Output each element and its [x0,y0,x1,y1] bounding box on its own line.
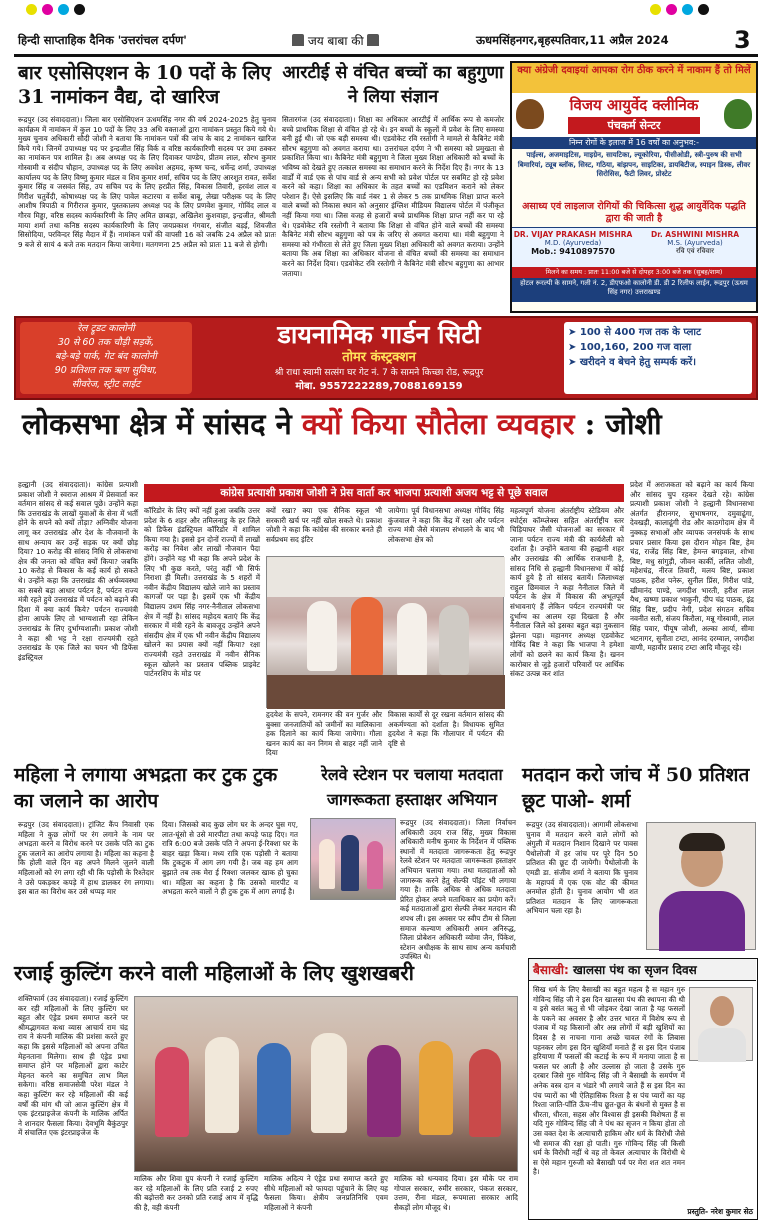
page-number: 3 [734,26,751,54]
person-silhouette [367,1045,401,1137]
article-column: रूद्रपुर (उद संवाददाता)। ट्रांजिट कैंप निवासी एक महिला ने कुछ लोगों पर रंग लगाने के नाम पर अभद्रता करने व विरोध करने पर उसके पति का टुक टुक जलाने का आरोप लगाया है। महिला का कहना है कि होली वाले दिन वह अपने मिलने जुलने वाली महिलाओं को रंग लगा रही थी कि पड़ोसी के रिश्तेदार ने उसे पकड़कर कपड़े में हाथ डालकर रंग लगाया। इस बात का विरोध कर उसे थप्पड़ मार [18,820,154,897]
clinic-advertisement [510,61,758,313]
railway-campaign-photo [310,818,396,900]
article-body: सिख धर्म के लिए बैसाखी का बहुत महत्व है स महान गुरु गोविन्द सिंह जी ने इस दिन खालसा पंथ की स्थापना की थी व इसे बसंत ऋतु से भी जोड़कर देखा जाता है यह फसलों के पकने का अवसर है और उत्तर भारत में विशेष रूप से पंजाब में यह किसानों और अन्न लोगों में बड़ी खुशियों का दिवस है स नाचना गाना अच्छे चावल रंगों के लिबास पहनकर लोग इस दिन खुशियाँ मनाते हैं स इस दिन पंजाब हरियाणा मैं फसलों की कटाई के रूप में मनाया जाता है स फसल घर आती है और उल्लास हो जाता है उसके गुरु दरबार जिसे गुरु गोविन्द सिंह जी ने बैसाखी के समर्पण में अनेक वस्त्र दान व भंडारे भी लगाये जाते हैं स इस दिन का पंच प्यारों का भी ऐतिहासिक रिश्ता है स पंच प्यारों का यह रिश्ता जाति-पाँति ऊँच-नीच छूत-छूत के बंधनों से मुक्त है स धीरता, धीरता, सहस और विश्वास ही इसकी विशेषता हैं स यदि गुरु गोविन्द सिंह जी ने पंथ का सृजन न किया होता तो उस वक्त देश के अत्याचारी हाकिम और धर्म के विरोधी जैसे भी समाज की रक्षा हो पाती। गुरु गोविन्द सिंह जी किसी धर्म के विरोधी नहीं थे वह तो केवल अत्याचार के विरोधी थे स ऐसे महान गुरुजी को बैसाखी पर्व पर मेरा शत शत नमन है। [533,985,685,1177]
garden-title: डायनामिक गार्डन सिटी [277,320,481,349]
article-headline: रजाई कुल्टिंग करने वाली महिलाओं के लिए खुशखबरी [14,961,414,985]
hair-shape [679,833,725,851]
article-quilt-workers [14,958,522,1220]
article-rte [282,61,504,313]
press-conference-photo [266,556,504,708]
garden-feature: बड़े-बड़े पार्क, गेट बंद कालोनी [55,351,157,362]
lead-headline-black: लोकसभा क्षेत्र में सांसद ने [22,407,292,441]
article-bar-association [18,61,276,313]
lead-headline-tail: : जोशी [584,407,662,441]
masthead-center [292,32,442,52]
clinic-experience: निम्न रोगों के इलाज में 16 वर्षों का अनुभव:- [512,137,756,149]
masthead-left: हिन्दी साप्ताहिक दैनिक 'उत्तरांचल दर्पण' [18,33,187,47]
garden-right-panel [564,322,752,394]
registration-dot [42,4,53,15]
doctor-card [512,228,634,267]
author-portrait-photo [689,987,753,1061]
garden-point: ➤ खरीदने व बेचने हेतु सम्पर्क करें। [568,357,697,368]
person-silhouette [311,1033,347,1133]
person-silhouette [469,1049,501,1137]
doctor-card [634,228,756,267]
person-silhouette [419,1041,453,1135]
clinic-timing: मिलने का समय : प्रातः 11:00 बजे से दोपहर 3:00 बजे तक (सुबह/शाम) [512,267,756,278]
article-column: मालिक को धन्यवाद दिया। इस मौके पर राम गोपाल सरकार, रुमीर सरकार, पंकज सरकार, उत्तम, रीना मंडल, रूपमाला सरकार आदि सैकड़ों लोग मौजूद थे। [394,1174,518,1212]
lead-column: प्रदेश में अराजकता को बढ़ाने का कार्य किया और सांसद चुप रहकर देखते रहे। कांग्रेस प्रत्याशी प्रकाश जोशी ने हल्द्वानी विधानसभा अंतर्गत हीरानगर, सुभाषनगर, दमुवाढूंगा, देवखड़ी, कालाढूंगी रोड और काठगोदाम क्षेत्र में नुक्कड़ सभाओं और व्यापक जनसंपर्क के साथ प्रचार प्रसार किया इस दौरान मोहन बिष्ट, हेम चंद्र, राजेंद्र सिंह बिष्ट, हेमन्त बगड़वाल, शोभा बिष्ट, मधु सांगुड़ी, जीवन कार्की, ललित जोशी, महेशचंद्र, नीरज तिवारी, मलय बिष्ट, प्रकाश पाठक, हरीश पनेरू, सुनील प्रिंस, गिरीश पांडे, खीमानंद पाण्डे, जगदीश भारती, हरीश लाल यैथ, खष्णा प्रकाश भाकुनी, दीप चंद्र पाठक, इंद्र सिंह बिष्ट, प्रदीप नेगी, प्रदेश संगठन सचिव नवनीत सती, संजय किरौला, मन्नू गोस्वामी, लाल सिंह पवार, पीयूष जोशी, अल्का आर्या, सीमा भटनागर, सुनीता टम्टा, आनंद दरम्वाल, जगदीश वाणी, महावीर प्रसाद टम्टा आदि मौजूद रहे। [630,480,754,653]
registration-dot [74,4,85,15]
clinic-subtitle: पंचकर्म सेन्टर [568,117,700,134]
article-column: दिया। जिसको बाद कुछ लोग घर के अन्दर घुस गए, लात-घूंसो से उसे मारपीटा तथा कपड़े फाड़ दिए। गत रात्रि 6:00 बजे उसके पति ने अपना ई-रिक्शा घर के बाहर खड़ा किया। मध्य रात्रि एक पड़ोसी ने बताया कि टुकटुक में आग लग गयी है। जब वह हम आग बुझाते तब तक मेरा ई रिक्शा जलकर खाक हो चुका था। महिला का कहना है कि उसको मारपीट व अभद्रता करने वालों ने ही टुक टुक में आग लगाई है। [162,820,298,897]
doctor-degree: M.D. (Ayurveda) [544,239,602,247]
registration-dot [58,4,69,15]
person-silhouette [397,603,427,677]
person-silhouette [257,1043,291,1135]
registration-dot [698,4,709,15]
article-headline [529,959,756,981]
lead-headline-red: क्यों किया सौतेला व्यवहार [301,407,575,441]
lead-column: हल्द्वानी (उद संवाददाता)। कांग्रेस प्रत्याशी प्रकाश जोशी ने स्वराज आश्रम में प्रेसवार्ता कर वर्तमान सांसद से कई सवाल पूछे। उन्होंने कहा कि उत्तराखंड के लाखों युवाओं के सेना में भर्ती होने के सपने को क्यों तोड़ा? अग्निवीर योजना लागू कर उत्तराखंड और देश के नौजवानों के साथ अन्याय कर उन्हें सड़क पर क्यों छोड़ दिया? 10 करोड़ की सांसद निधि से लोकसभा क्षेत्र की जनता को वंचित क्यों किया? जबकि 10 करोड़ से विकास के कई कार्य हो सकते थे। उन्होंने कहा कि उत्तराखंड की अर्थव्यवस्था का सबसे बड़ा आधार पर्यटन है, पर्यटन राज्य मंत्री रहते हुये उत्तराखंड में पर्यटन को बढ़ाने की दिशा में क्या कार्य किये? पर्यटन राज्यमंत्री होना आपके लिए तो भाग्यशाली रहा लेकिन उत्तराखंड के लिए दुर्भाग्यशाली। प्रकाश जोशी ने कहा श्री भट्ट ने रक्षा राज्यमंत्री रहते उत्तराखंड के एक जिले का चयन भी डिफेंस इंडस्ट्रियल [18,480,138,662]
clinic-diseases: पाईल्स, अजमाइटिस, माइग्रेन, सायटिका, ल्यूकोरिया, पीसीओडी, स्त्री-पुरुष की सभी बिमारियां, ट्यूब ब्लॉक, सिस्ट, गठिया, बांझपन, साइटिका, डायबिटीज, स्पाइन डिस्क, लीवर सिरोसिस, फैटी लिवर, प्रोस्टेट [517,151,751,178]
masthead [0,0,770,58]
clinic-header [512,93,756,137]
article-headline: महिला ने लगाया अभद्रता कर टुक टुक का जलाने का आरोप [14,764,278,812]
person-silhouette [307,601,337,671]
garden-left-panel [20,322,192,394]
garden-subtitle: तोमर कंस्ट्रक्शन [342,350,416,365]
masthead-right: ऊधमसिंहनगर,बृहस्पतिवार,11 अप्रैल 2024 [476,33,669,47]
lead-column: हृदयेश के सपने, रामनगर की वन गुर्जर और बुक्सा जनजातियों को जमीनों का मालिकाना हक दिलाने का कार्य किया जायेगा। गौला खनन कार्य का वन निगम से बाहर नहीं जाने दिया [266,710,382,758]
article-body: रूद्रपुर (उद संवाददाता)। जिला बार एसोसिएशन ऊधमसिंह नगर की वर्ष 2024-2025 हेतु चुनाव कार्यक्रम में नामांकन में कुल 10 पदों के लिए 33 अधि वक्ताओं द्वारा नामांकन प्रस्तुत किये गये थे। मुख्य चुनाव अधिकारी सौदी जोशी ने बताया कि नामांकन पत्रों की जांच के बाद 2 नामांकन खारिज किये गये। जिनमें उपाध्यक्ष पद पर इन्द्रजीत सिंह विर्क व वरिष्ठ कार्यकारिणी सदस्य पर उमा ठक्कर का नामांकन पत्र शामिल है। अब अध्यक्ष पद के लिए दिवाकर पाण्डेय, प्रीतम लाल, सौरभ कुमार गोस्वामी व संदीप चौहान, उपाध्यक्ष पद के लिए अवधेश अहमद, कृष्ण चन्द, धर्मेन्द्र शर्मा, उपाध्यक्ष कार्यालय पद के लिए विष्णु कुमार मंडल व शिव कुमार शर्मा, सचिव पद के लिए आरशुत रावत, सर्वेश कुमार सिंह व जसवंत सिंह, उप सचिव पद के लिए हरप्रीत सिंह, विकास तिवारी, हरवंश लाल व गिरीश चतुर्वेदी, कोषाध्यक्ष पद के लिए पावेल कटारया व सर्वेश बाबू, लेखा परीक्षक पद के लिए आशीष त्रिपाठी व गिरीराज कुमार, पुस्तकालय अध्यक्ष पद के लिए प्रणवेश कुमार, गोविंद लाल व गौरव मिड्डा, वरिष्ठ सदस्य कार्यकारिणी के लिए अमित छाबड़ा, अखिलेश कुशवाहा, इन्द्रजीत, श्रीमती माया शर्मा तथा कनिष्ठ सदस्य कार्यकारिणी के लिए जयप्रकाश गंगवार, संजीत बड़ई, शिवजीत सिसोदिया, परविन्दर सिंह मैदान में हैं। नामांकन पत्रों की वापसी 16 को जबकि 24 अप्रैल को प्रातः 9 बजे से सायं 4 बजे तक मतदान किया जायेगा। मतगणना 25 अप्रैल को प्रातः 11 बजे से होगी। [18,115,276,249]
garden-point: ➤ 100,160, 200 गज वाला [568,342,692,353]
registration-dot [650,4,661,15]
person-silhouette [155,1047,189,1137]
clinic-name: विजय आयुर्वेद क्लीनिक [569,96,699,114]
article-body: सितारगंज (उद संवाददाता)। शिक्षा का अधिकार आरटीई में आर्थिक रूप से कमजोर बच्चे प्राथमिक शिक्षा से वंचित हो रहे थे। इन बच्चों के स्कूलों में प्रवेश के लिए समस्या बनी हुई थी। जो एक बड़ी समस्या थी। एडवोकेट रवि रस्तोगी ने मामले से कैबिनेट मंत्री सौरभ बहुगुणा को अवगत कराया था। उत्तरांचल दर्पण ने भी समस्या को प्रमुखता से प्रकाशित किया था। कैबिनेट मंत्री बहुगुणा ने जिला मुख्य शिक्षा अधिकारी को बच्चों के भविष्य को देखते हुए तत्काल समस्या का समाधान करने के निर्देश दिए हैं। नगर के 13 वार्डों में वार्ड एक से पांच वार्ड से अन्य सभी को प्रवेश पोर्टल पर सबमिट हो रहे प्रवेश करने को कहा। शिक्षा का अधिकार के तहत बच्चों का एडमिशन कराने को लेकर परेशान हैं। ऐसे इसलिए कि वार्ड नंबर 1 से लेकर 5 तक प्राथमिक शिक्षा प्राप्त करने वाले बच्चों को निकास स्थान को अनुसार इंग्लिश मीडियम विद्यालय पोर्टल में पंजीकृत नहीं किया गया था। जिस वजह से हजारों बच्चे प्राथमिक शिक्षा प्राप्त नहीं कर पा रहे थे। एडवोकेट रवि रस्तोगी ने बताया कि शिक्षा से वंचित होने वाले बच्चों की समस्या कैबिनेट मंत्री सौरभ बहुगुणा को पत्र के जरिए से अवगत कराया था। मंत्री बहुगुणा ने समस्या को गंभीरता से लेते हुए जिला मुख्य शिक्षा अधिकारी को अवगत कराया। उन्होंने बताया कि अब शिक्षा का अधिकार योजना से वंचित बच्चों की समस्या का समाधान करने का निर्देश दिया। एडवोकेट रवि रस्तोगी ने कैबिनेट मंत्री सौरभ बहुगुणा का आभार जताया। [282,115,504,278]
article-headline: आरटीई से वंचित बच्चों का बहुगुणा ने लिया संज्ञान [282,63,504,107]
garden-feature: 90 प्रतिशत तक ऋण सुविधा, [54,365,158,376]
article-body: रूद्रपुर (उद संवाददाता)। जिला निर्वाचन अधिकारी उदय राज सिंह, मुख्य विकास अधिकारी मनीष कुमार के निर्देशन में पब्लिक स्थानों में मतदाता जागरूकता हेतु रूद्रपुर रेलवे स्टेशन पर मतदाता जागरूकता हस्ताक्षर अभियान चलाया गया। तथा मतदाताओं को जागरूक करने हेतु सेल्फी पॉइंट भी लगाया गया है। ताकि अधिक से अधिक मतदाता प्रेरित होकर अपने मताधिकार का प्रयोग करें। कई मतदाताओं द्वारा सेल्फी लेकर मतदान की शपथ ली। इस अवसर पर स्वीप टीम से जिला समाज कल्याण अधिकारी अमन अनिरुद्ध, जिला प्रोबेशन अधिकारी व्योमा जैन, पिंकेश, स्टेशन अधीक्षक के साथ साथ अन्य कर्मचारी उपस्थित थे। [400,818,516,962]
person-silhouette [439,605,469,675]
doctor-portrait-photo [646,822,756,950]
clinic-tagline: क्या अंग्रेजी दवाइयां आपका रोग ठीक करने में नाकाम हैं तो मिलें [512,63,756,93]
lead-headline [22,404,758,446]
garden-feature: सीवरेज, स्ट्रीट लाईट [71,379,141,390]
headline-red: बैसाखी: [533,963,569,977]
headline-black: खालसा पंथ का सृजन दिवस [572,963,697,977]
article-headline: बार एसोसिएशन के 10 पदों के लिए 31 नामांकन वैद्य, दो खारिज [18,62,271,108]
doctor-degree: M.S. (Ayurveda) [667,239,723,247]
masthead-center-text: जय बाबा की [307,34,364,48]
article-voting-discount [522,762,758,952]
lead-column: जायेगा। पूर्व विधानसभा अध्यक्ष गोविंद सिंह कुंजवाल ने कहा कि केंद्र में रक्षा और पर्यटन राज्य मंत्री जैसे मंत्रालय संभालने के बाद भी लोकसभा क्षेत्र को [388,506,504,544]
article-column: मालिक और शिवा ग्रुप कंपनी ने रजाई कुल्टिंग कर रहे महिलाओं के लिए प्रति रजाई 2 रुपए की बढ़ोत्तरी कर उनको प्रति रजाई आय में वृद्धि की है, वही कंपनी [134,1174,258,1212]
person-silhouette [367,841,383,889]
lead-column: कॉरिडोर के लिए क्यों नहीं हुआ जबकि उत्तर प्रदेश के 6 शहर और तमिलनाडु के हर जिले को डिफेंस इंडस्ट्रियल कॉरिडोर में शामिल किया गया है। इससे इन दोनों राज्यों में लाखों करोड़ का निवेश और लाखों नौजवान पैदा होंगे। उन्होंने यह भी कहा कि अपने प्रदेश के लिए भी कुछ करते, परंतु वहीं भी सिर्फ निराशा ही मिली। उत्तराखंड के 5 शहरों में नवीन केंद्रीय विद्यालय खोले जाने का प्रस्ताव कागजों पर पड़ा है। इसमें एक भी केंद्रीय विद्यालय उधम सिंह नगर-नैनीताल लोकसभा क्षेत्र में नहीं है। सांसद महोदय बताएं कि केंद्र सरकार में मंत्री रहने के बावजूद उन्होंने अपने संसदीय क्षेत्र में एक भी नवीन केंद्रीय विद्यालय खोलने का प्रयास क्यों नहीं किया? रक्षा राज्यमंत्री रहते उत्तराखंड में नवीन सैनिक स्कूल खोलने का प्रस्ताव पब्लिक प्राइवेट पार्टनरशिप के मोड पर [144,506,260,679]
garden-phone: मोबा. 9557222289,7088169159 [295,381,463,392]
banner-shape [267,557,505,597]
registration-dot [26,4,37,15]
clinic-slogan: असाध्य एवं लाइलाज रोगियों की चिकित्सा शुद्ध आयुर्वेदिक पद्धति द्वारा की जाती है [522,201,746,224]
person-silhouette [341,835,359,891]
article-column: शक्तिफार्म (उद संवाददाता)। रजाई कुल्टिंग कर रही महिलाओं के लिए कुल्टिंग घर बहुत और एंड्रेड प्रथम समाप्त करने पर श्रीमद्भागवत कथा व्यास आचार्य राम चंद्र राय ने कंपनी मालिक की प्रशंसा करते हुए कहा कि इससे महिलाओं को अपना उचित मेहनताना मिलेगा। साथ ही एंड्रेड प्रथा समाप्त होने पर महिलाओं द्वारा काटेर मेहनत करने का समुचित लाभ मिल सकेगा। वरिष्ठ समाजसेवी परेश मंडल ने कहा कुल्टिंग कर रहे महिलाओं की कई वर्षों की मांग थी जो आज कुल्टिंग क्षेत्र में एक इंटरप्राइजेज कंपनी के मालिक अर्पित ने शानदार फैसला किया। देवभूमि बैकुंठपुर में संचालित एक इंटरप्राइजेज के [18,994,128,1138]
shirt-shape [698,1028,746,1062]
bullet-icon: ➤ [568,357,580,368]
shrine-icon [292,34,304,46]
article-byline: प्रस्तुति- नरेश कुमार सेठ [687,1207,753,1216]
shirt-shape [659,891,745,951]
garden-center-panel [198,320,560,396]
clinic-address: होटल रूरल्पी के सामने, गली नं. 2, डीएफओ कालोनी डी. डी 2 रिलीफ लाईन, रूद्रपुर (ऊधम सिंह नगर) उत्तराखण्ड [512,278,756,302]
clinic-doctors [512,227,756,267]
bullet-icon: ➤ [568,342,580,353]
face-shape [710,996,734,1026]
doctor-name: DR. VIJAY PRAKASH MISHRA [513,230,633,239]
article-headline: रेलवे स्टेशन पर चलाया मतदाता जागरूकता हस्ताक्षर अभियान [321,765,503,809]
registration-dot [682,4,693,15]
herb-bowl-icon [516,99,544,129]
shrine-icon [367,34,379,46]
article-column: मालिक अदित्य ने एंड्रेड प्रथा समाप्त करते हुए सीधे महिलाओं को फायदा पहुंचाने के लिए यह फैसला किया। क्षेत्रीय जनप्रतिनिधि एवम महिलाओं ने कंपनी [264,1174,388,1212]
garden-feature: 30 से 60 तक चौड़ी सड़कें, [57,337,155,348]
herb-bowl-icon [724,99,752,129]
garden-point: ➤ 100 से 400 गज तक के प्लाट [568,327,702,338]
lead-column: महत्वपूर्ण योजना अंतर्राष्ट्रीय स्टेडियम और स्पोर्ट्स कॉम्प्लेक्स सहित अंतर्राष्ट्रीय स्तर चिड़ियाघर जैसी योजनाओं का सरकार में जाना पर्यटन राज्य मंत्री की कार्यशैली को दर्शाता है। उन्होंने बताया की हल्द्वानी शहर और उत्तराखंड की आर्थिक राजधानी है, सांसद निधि से हल्द्वानी विधानसभा में कोई कार्य हुये है तो सांसद बतायें। जिलाध्यक्ष राहुल छिमवाल ने कहा नैनीताल जिले में पर्यटन के क्षेत्र में विकास की अभूतपूर्व संभावनाएं हैं लेकिन पर्यटन राज्यमंत्री पर दुर्भाग्य का आलम रहा दिखता है और नैनीताल जिले को इसका बहुत बड़ा नुकसान झेलना पड़ा। महानगर अध्यक्ष एडवोकेट गोविंद बिष्ट ने कहा कि भाजपा ने हमेशा लोगों को छलने का कार्य किया है। खनन कारोबार से जुड़े हजारों परिवारों पर आर्थिक संकट उत्पन्न कर शांत [510,506,624,679]
garden-city-advertisement [14,316,758,400]
article-baisakhi [528,958,758,1220]
lead-column: विकास कार्यों से दूर रखना वर्तमान सांसद की अकर्मण्यता को दर्शाता है। विधायक सुमित हृदयेश ने कहा कि गौलापार में पर्यटन की दृष्टि से [388,710,504,748]
article-railway-campaign [306,762,518,962]
garden-address: श्री राधा स्वामी सत्संग घर गेट नं. 7 के सामने किच्छा रोड, रूद्रपुर [274,368,484,378]
lead-column: क्यों रखा? क्या एक सैनिक स्कूल भी सरकारी खर्च पर नहीं खोल सकते थे। प्रकाश जोशी ने कहा कि कांग्रेस की सरकार बनते ही सर्वप्रथम सद इंटिर [266,506,382,544]
garden-feature: रेल ट्रूडट कालोनी [77,323,135,334]
registration-dot [666,4,677,15]
masthead-rule [14,54,758,57]
person-silhouette [205,1037,239,1133]
quilt-workers-photo [134,996,518,1172]
person-silhouette [319,839,335,889]
lead-story [14,404,758,756]
person-silhouette [351,597,383,677]
article-headline: मतदान करो जांच में 50 प्रतिशत छूट पाओ- शर्मा [522,764,750,812]
doctor-note: रवि एवं रविवार [676,247,714,255]
bullet-icon: ➤ [568,327,580,338]
lead-subhead: कांग्रेस प्रत्याशी प्रकाश जोशी ने प्रेस वार्ता कर भाजपा प्रत्याशी अजय भट्ट से पूछे सवाल [144,484,624,502]
article-body: रूद्रपुर (उद संवाददाता)। आगामी लोकसभा चुनाव में मतदान करने वाले लोगों को अंगुली में मतदान निशान दिखाने पर पावस पैथोलोजी में हर जांच पर पूरे दिन 50 प्रतिशत की छूट दी जायेगी। पैथोलोजी के एमडी डा. संजीव शर्मा ने बताया कि चुनाव के महापर्व में एक एक वोट की कीमत अनमोल होती है। चुनाव आयोग भी शत प्रतिशत मतदान के लिए जागरूकता अभियान चला रहा है। [526,820,638,916]
doctor-mobile: Mob.: 9410897570 [531,247,615,256]
article-woman-allegation [14,762,302,952]
doctor-name: Dr. ASHWINI MISHRA [650,230,740,239]
table-shape [267,675,505,709]
